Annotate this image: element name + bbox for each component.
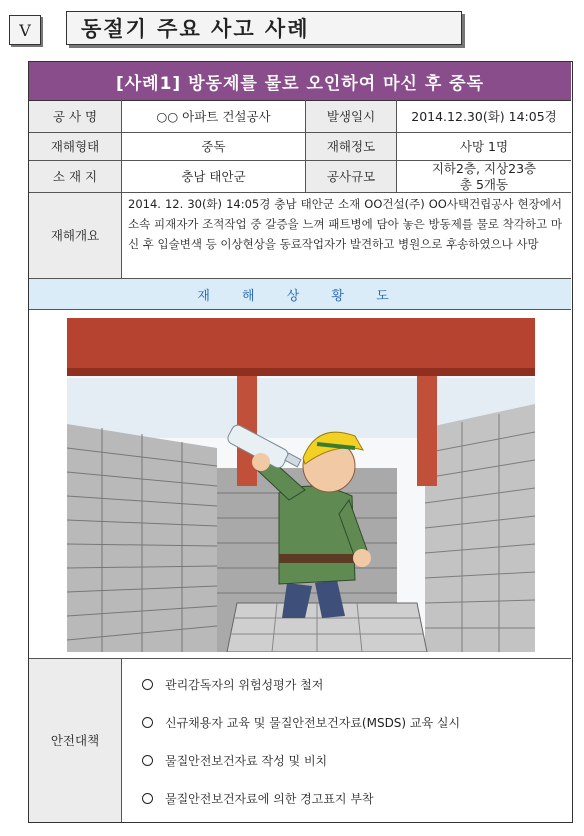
severity-value: 사망 1명 xyxy=(459,138,509,154)
severity-label: 재해정도 xyxy=(306,133,396,160)
measure-item xyxy=(142,790,374,807)
circle-bullet-icon xyxy=(142,679,153,690)
case-title-banner: [사례1] 방동제를 물로 오인하여 마신 후 중독 xyxy=(29,62,571,101)
date-label: 발생일시 xyxy=(306,101,396,132)
status-heading: 재 해 상 황 도 xyxy=(29,278,571,310)
scale-label: 공사규모 xyxy=(306,161,396,192)
measures-label: 안전대책 xyxy=(29,659,121,822)
overview-text: 2014. 12. 30(화) 14:05경 충남 태안군 소재 OO건설(주) OO사택건립공사 현장에서 소속 피재자가 조적작업 중 갈증을 느껴 패트병에 담아 놓은 방동제를 물로 착각하고 마신 후 입술변색 등 이상현상을 동료작업자가 발견하고 병원으로 후송하였으나 사망 xyxy=(128,197,562,251)
scale-value xyxy=(397,161,571,192)
circle-bullet-icon xyxy=(142,717,153,728)
type-label: 재해형태 xyxy=(29,133,121,160)
project-label: 공 사 명 xyxy=(29,101,121,132)
case-table xyxy=(28,61,573,823)
date-value: 2014.12.30(화) 14:05경 xyxy=(411,108,557,124)
measure-item xyxy=(142,676,323,693)
measure-text: 관리감독자의 위험성평가 철저 xyxy=(165,678,324,692)
accident-illustration xyxy=(67,318,535,652)
location-label: 소 재 지 xyxy=(29,161,121,192)
project-value: ○○ 아파트 건설공사 xyxy=(156,108,271,124)
scale-value-line2: 총 5개동 xyxy=(459,176,509,192)
overview-label: 재해개요 xyxy=(29,193,121,278)
measure-item xyxy=(142,752,327,769)
measure-text: 물질안전보건자료에 의한 경고표지 부착 xyxy=(165,792,374,806)
circle-bullet-icon xyxy=(142,755,153,766)
section-title: 동절기 주요 사고 사례 xyxy=(66,11,462,45)
section-number: Ⅴ xyxy=(9,15,41,45)
scale-value-line1: 지하2층, 지상23층 xyxy=(431,160,537,176)
location-value: 충남 태안군 xyxy=(181,168,246,184)
measure-text: 신규채용자 교육 및 물질안전보건자료(MSDS) 교육 실시 xyxy=(165,716,461,730)
circle-bullet-icon xyxy=(142,793,153,804)
type-value: 중독 xyxy=(201,138,226,154)
measures-list xyxy=(122,660,568,820)
measure-item xyxy=(142,714,460,731)
measure-text: 물질안전보건자료 작성 및 비치 xyxy=(165,754,328,768)
